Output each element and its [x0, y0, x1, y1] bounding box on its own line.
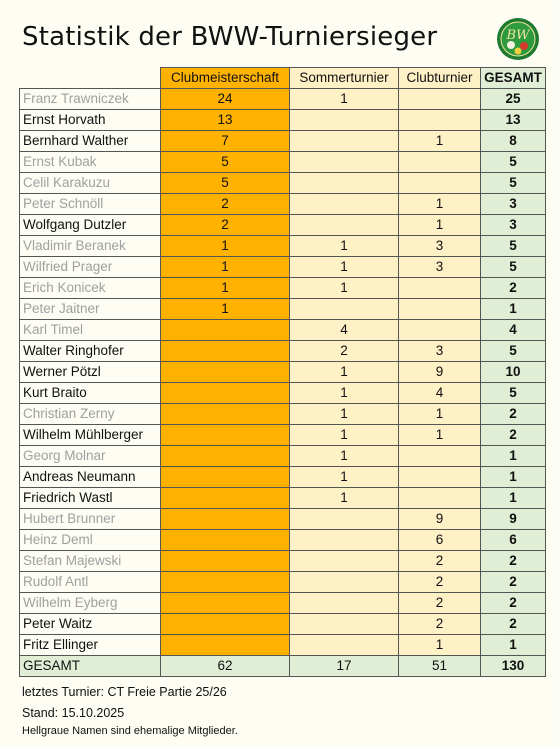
clubturnier-count [399, 320, 481, 341]
player-name: Kurt Braito [20, 383, 161, 404]
gesamt-count: 5 [481, 383, 546, 404]
table-row [20, 131, 546, 152]
clubturnier-count [399, 446, 481, 467]
player-name: Hubert Brunner [20, 509, 161, 530]
clubmeisterschaft-count [161, 383, 290, 404]
table-row [20, 467, 546, 488]
clubturnier-count: 2 [399, 572, 481, 593]
table-row [20, 635, 546, 656]
total-clubmeisterschaft: 62 [161, 656, 290, 677]
player-name: Wilhelm Mühlberger [20, 425, 161, 446]
gesamt-count: 5 [481, 152, 546, 173]
former-members-note: Hellgraue Namen sind ehemalige Mitglieder. [22, 725, 238, 737]
table-row [20, 446, 546, 467]
sommerturnier-count: 1 [290, 257, 399, 278]
table-row [20, 110, 546, 131]
player-name: Peter Schnöll [20, 194, 161, 215]
gesamt-count: 5 [481, 173, 546, 194]
player-name: Georg Molnar [20, 446, 161, 467]
sommerturnier-count [290, 131, 399, 152]
clubturnier-count: 3 [399, 341, 481, 362]
table-row [20, 362, 546, 383]
gesamt-count: 2 [481, 572, 546, 593]
player-name: Peter Waitz [20, 614, 161, 635]
sommerturnier-count: 1 [290, 467, 399, 488]
gesamt-count: 4 [481, 320, 546, 341]
clubmeisterschaft-count [161, 320, 290, 341]
clubmeisterschaft-count [161, 488, 290, 509]
club-logo-icon [496, 17, 540, 61]
sommerturnier-count: 1 [290, 404, 399, 425]
clubturnier-count: 6 [399, 530, 481, 551]
sommerturnier-count: 1 [290, 362, 399, 383]
player-name: Stefan Majewski [20, 551, 161, 572]
player-name: Walter Ringhofer [20, 341, 161, 362]
sommerturnier-count [290, 614, 399, 635]
player-name: Wilfried Prager [20, 257, 161, 278]
player-name: Rudolf Antl [20, 572, 161, 593]
table-row [20, 173, 546, 194]
clubmeisterschaft-count: 5 [161, 152, 290, 173]
sommerturnier-count [290, 530, 399, 551]
clubturnier-count [399, 152, 481, 173]
svg-text:BW: BW [506, 28, 530, 43]
table-row [20, 194, 546, 215]
gesamt-count: 2 [481, 404, 546, 425]
gesamt-count: 1 [481, 299, 546, 320]
clubmeisterschaft-count [161, 509, 290, 530]
header-blank [20, 68, 161, 89]
totals-row [20, 656, 546, 677]
gesamt-count: 6 [481, 530, 546, 551]
clubmeisterschaft-count: 1 [161, 257, 290, 278]
gesamt-count: 2 [481, 425, 546, 446]
clubturnier-count [399, 278, 481, 299]
gesamt-count: 2 [481, 278, 546, 299]
sommerturnier-count: 1 [290, 236, 399, 257]
sommerturnier-count: 4 [290, 320, 399, 341]
clubmeisterschaft-count: 5 [161, 173, 290, 194]
gesamt-count: 5 [481, 341, 546, 362]
clubmeisterschaft-count [161, 572, 290, 593]
clubturnier-count: 3 [399, 236, 481, 257]
player-name: Karl Timel [20, 320, 161, 341]
player-name: Werner Pötzl [20, 362, 161, 383]
clubturnier-count: 9 [399, 362, 481, 383]
clubmeisterschaft-count: 1 [161, 278, 290, 299]
clubturnier-count: 9 [399, 509, 481, 530]
sommerturnier-count: 1 [290, 89, 399, 110]
sommerturnier-count [290, 110, 399, 131]
clubmeisterschaft-count: 7 [161, 131, 290, 152]
header-clubturnier: Clubturnier [399, 68, 481, 89]
player-name: Ernst Kubak [20, 152, 161, 173]
player-name: Wilhelm Eyberg [20, 593, 161, 614]
clubturnier-count: 1 [399, 215, 481, 236]
player-name: Peter Jaitner [20, 299, 161, 320]
player-name: Franz Trawniczek [20, 89, 161, 110]
gesamt-count: 10 [481, 362, 546, 383]
statistics-table [19, 67, 546, 677]
clubturnier-count [399, 110, 481, 131]
clubmeisterschaft-count: 13 [161, 110, 290, 131]
clubmeisterschaft-count [161, 404, 290, 425]
gesamt-count: 2 [481, 593, 546, 614]
sommerturnier-count [290, 593, 399, 614]
gesamt-count: 3 [481, 215, 546, 236]
table-row [20, 488, 546, 509]
clubturnier-count [399, 488, 481, 509]
gesamt-count: 3 [481, 194, 546, 215]
last-tournament-note: letztes Turnier: CT Freie Partie 25/26 [22, 685, 227, 699]
clubturnier-count: 3 [399, 257, 481, 278]
clubmeisterschaft-count [161, 446, 290, 467]
sommerturnier-count [290, 509, 399, 530]
table-row [20, 278, 546, 299]
page-title: Statistik der BWW-Turniersieger [22, 22, 438, 52]
clubturnier-count [399, 173, 481, 194]
clubmeisterschaft-count: 1 [161, 299, 290, 320]
clubmeisterschaft-count: 2 [161, 194, 290, 215]
player-name: Vladimir Beranek [20, 236, 161, 257]
player-name: Heinz Deml [20, 530, 161, 551]
table-row [20, 614, 546, 635]
gesamt-count: 1 [481, 635, 546, 656]
clubturnier-count [399, 299, 481, 320]
gesamt-count: 9 [481, 509, 546, 530]
table-row [20, 404, 546, 425]
table-row [20, 509, 546, 530]
gesamt-count: 5 [481, 257, 546, 278]
gesamt-count: 1 [481, 446, 546, 467]
clubmeisterschaft-count [161, 341, 290, 362]
sommerturnier-count: 1 [290, 278, 399, 299]
gesamt-count: 1 [481, 467, 546, 488]
table-row [20, 551, 546, 572]
clubmeisterschaft-count: 24 [161, 89, 290, 110]
table-row [20, 593, 546, 614]
clubturnier-count: 1 [399, 635, 481, 656]
sommerturnier-count [290, 635, 399, 656]
table-row [20, 320, 546, 341]
table-row [20, 299, 546, 320]
table-row [20, 425, 546, 446]
clubmeisterschaft-count: 1 [161, 236, 290, 257]
gesamt-count: 25 [481, 89, 546, 110]
clubmeisterschaft-count [161, 593, 290, 614]
sommerturnier-count [290, 299, 399, 320]
gesamt-count: 2 [481, 551, 546, 572]
clubmeisterschaft-count [161, 362, 290, 383]
clubmeisterschaft-count [161, 635, 290, 656]
player-name: Wolfgang Dutzler [20, 215, 161, 236]
sommerturnier-count [290, 572, 399, 593]
sommerturnier-count: 2 [290, 341, 399, 362]
sommerturnier-count [290, 152, 399, 173]
clubturnier-count: 1 [399, 194, 481, 215]
clubturnier-count: 2 [399, 614, 481, 635]
sommerturnier-count [290, 173, 399, 194]
clubmeisterschaft-count [161, 425, 290, 446]
gesamt-count: 1 [481, 488, 546, 509]
header-clubmeisterschaft: Clubmeisterschaft [161, 68, 290, 89]
clubmeisterschaft-count [161, 551, 290, 572]
player-name: Christian Zerny [20, 404, 161, 425]
gesamt-count: 8 [481, 131, 546, 152]
clubmeisterschaft-count [161, 530, 290, 551]
player-name: Bernhard Walther [20, 131, 161, 152]
table-row [20, 236, 546, 257]
gesamt-count: 13 [481, 110, 546, 131]
totals-label: GESAMT [20, 656, 161, 677]
sommerturnier-count [290, 551, 399, 572]
header-gesamt: GESAMT [481, 68, 546, 89]
player-name: Andreas Neumann [20, 467, 161, 488]
clubturnier-count [399, 467, 481, 488]
player-name: Ernst Horvath [20, 110, 161, 131]
gesamt-count: 2 [481, 614, 546, 635]
clubturnier-count: 1 [399, 404, 481, 425]
clubturnier-count: 2 [399, 593, 481, 614]
table-row [20, 572, 546, 593]
stand-date: Stand: 15.10.2025 [22, 706, 125, 720]
player-name: Celil Karakuzu [20, 173, 161, 194]
table-row [20, 383, 546, 404]
sommerturnier-count: 1 [290, 425, 399, 446]
clubturnier-count: 1 [399, 425, 481, 446]
player-name: Fritz Ellinger [20, 635, 161, 656]
clubturnier-count: 4 [399, 383, 481, 404]
clubturnier-count: 1 [399, 131, 481, 152]
header-sommerturnier: Sommerturnier [290, 68, 399, 89]
sommerturnier-count [290, 215, 399, 236]
clubmeisterschaft-count [161, 614, 290, 635]
clubmeisterschaft-count [161, 467, 290, 488]
clubmeisterschaft-count: 2 [161, 215, 290, 236]
gesamt-count: 5 [481, 236, 546, 257]
clubturnier-count [399, 89, 481, 110]
total-sommerturnier: 17 [290, 656, 399, 677]
sommerturnier-count: 1 [290, 383, 399, 404]
table-row [20, 152, 546, 173]
clubturnier-count: 2 [399, 551, 481, 572]
table-row [20, 530, 546, 551]
header-row [20, 68, 546, 89]
table-row [20, 257, 546, 278]
sommerturnier-count [290, 194, 399, 215]
table-row [20, 215, 546, 236]
player-name: Erich Konicek [20, 278, 161, 299]
table-row [20, 89, 546, 110]
total-clubturnier: 51 [399, 656, 481, 677]
sommerturnier-count: 1 [290, 446, 399, 467]
player-name: Friedrich Wastl [20, 488, 161, 509]
table-row [20, 341, 546, 362]
sommerturnier-count: 1 [290, 488, 399, 509]
total-gesamt: 130 [481, 656, 546, 677]
